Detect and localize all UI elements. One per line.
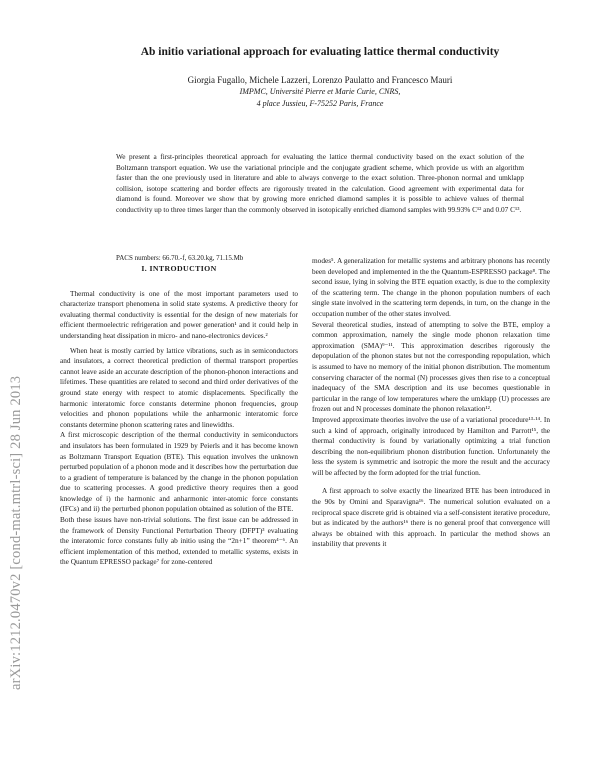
arxiv-identifier: arXiv:1212.0470v2 [cond-mat.mtrl-sci] 28 Jun 2013 bbox=[8, 375, 24, 690]
paragraph: A first approach to solve exactly the linearized BTE has been introduced in the 90s by Omini and Sparavigna¹⁶. The numerical solution evaluated on a reciprocal space discrete grid is obtained via a self-consistent iterative procedure, but as indicated by the authors¹⁶ there is no general proof that convergence will always be obtained with this approach. In particular the method shows an instability that prevents it bbox=[312, 486, 550, 549]
author-block bbox=[60, 74, 580, 110]
paragraph: A first microscopic description of the thermal conductivity in semiconductors and insulators has been formulated in 1929 by Peierls and it has become known as Boltzmann Transport Equation (BTE). This equation involves the unknown perturbed population of a phonon mode and it describes how the perturbation due to a gradient of temperature is balanced by the change in the phonon population due to scattering processes. A good predictive theory requires then a good knowledge of i) the harmonic and anharmonic inter-atomic force constants (IFCs) and ii) the perturbed phonon population obtained as solution of the BTE. bbox=[60, 430, 298, 514]
paragraph: Several theoretical studies, instead of attempting to solve the BTE, employ a common approximation, namely the single mode phonon relaxation time approximation (SMA)⁹⁻¹¹. This approximation describes rigorously the depopulation of the phonon states but not the corresponding repopulation, which is assumed to have no memory of the initial phonon distribution. The momentum conserving character of the normal (N) processes gives then rise to a conceptual inadequacy of the SMA description and its use becomes questionable in particular in the range of low temperatures where the umklapp (U) processes are frozen out and N processes dominate the phonon relaxation¹². bbox=[312, 319, 550, 414]
author-list: Giorgia Fugallo, Michele Lazzeri, Lorenzo Paulatto and Francesco Mauri bbox=[187, 75, 453, 85]
right-column bbox=[312, 256, 550, 550]
paper-title: Ab initio variational approach for evaluating lattice thermal conductivity bbox=[140, 46, 500, 58]
affiliation-line-2: 4 place Jussieu, F-75252 Paris, France bbox=[256, 99, 384, 108]
paragraph: modes⁵. A generalization for metallic systems and arbitrary phonons has recently been developed and implemented in the the Quantum-ESPRESSO package⁸. The second issue, lying in solving the BTE equation exactly, is due to the complexity of the scattering term. The change in the phonon population numbers of each single state involved in the scattering term depends, in turn, on the change in the occupation number of the other states involved. bbox=[312, 256, 550, 318]
affiliation-line-1: IMPMC, Université Pierre et Marie Curie, CNRS, bbox=[239, 87, 401, 96]
paragraph: Both these issues have non-trivial solutions. The first issue can be addressed in the framework of Density Functional Perturbation Theory (DFPT)³ evaluating the interatomic force constants fully ab initio using the “2n+1” theorem⁴⁻⁶. An efficient implementation of this method, extended to metallic systems, exists in the Quantum EPRESSO package⁷ for zone-centered bbox=[60, 515, 298, 567]
pacs-numbers: PACS numbers: 66.70.-f, 63.20.kg, 71.15.Mb bbox=[116, 254, 244, 262]
section-heading: I. INTRODUCTION bbox=[141, 264, 217, 273]
left-column bbox=[60, 256, 298, 568]
paragraph: Thermal conductivity is one of the most important parameters used to characterize transport phenomena in solid state systems. A predictive theory for evaluating thermal conductivity is essential for the design of new materials for efficient thermoelectric refrigeration and power generation¹ and it could help in understanding heat dissipation in micro- and nano-electronics devices.² bbox=[60, 288, 298, 340]
abstract: We present a first-principles theoretical approach for evaluating the lattice thermal conductivity based on the exact solution of the Boltzmann transport equation. We use the variational principle and the conjugate gradient scheme, which provide us with an algorithm faster than the one previously used in literature and able to always converge to the exact solution. Three-phonon normal and umklapp collision, isotope scattering and border effects are rigorously treated in the calculation. Good agreement with experimental data for diamond is found. Moreover we show that by growing more enriched diamond samples it is possible to achieve values of thermal conductivity up to three times larger than the commonly observed in isotopically enriched diamond samples with 99.93% C¹² and 0.07 C¹³. bbox=[116, 152, 524, 214]
paragraph: Improved approximate theories involve the use of a variational procedure¹³·¹⁴. In such a kind of approach, originally introduced by Hamilton and Parrott¹⁵, the thermal conductivity is found by variationally optimizing a trial function describing the non-equilibrium phonon distribution function. Unfortunately the less the system is symmetric and isotropic the more the result and the accuracy will be affected by the form adopted for the trial function. bbox=[312, 414, 550, 477]
paragraph: When heat is mostly carried by lattice vibrations, such as in semiconductors and insulators, a correct theoretical prediction of thermal transport properties cannot leave aside an accurate description of the phonon-phonon interactions and lifetimes. These quantities are related to second and third order derivatives of the ground state energy with respect to atomic displacements. Specifically the harmonic interatomic force constants determine phonon frequencies, group velocities and phonon populations while the anharmonic interatomic force constants determine phonon scattering rates and linewidths. bbox=[60, 345, 298, 429]
